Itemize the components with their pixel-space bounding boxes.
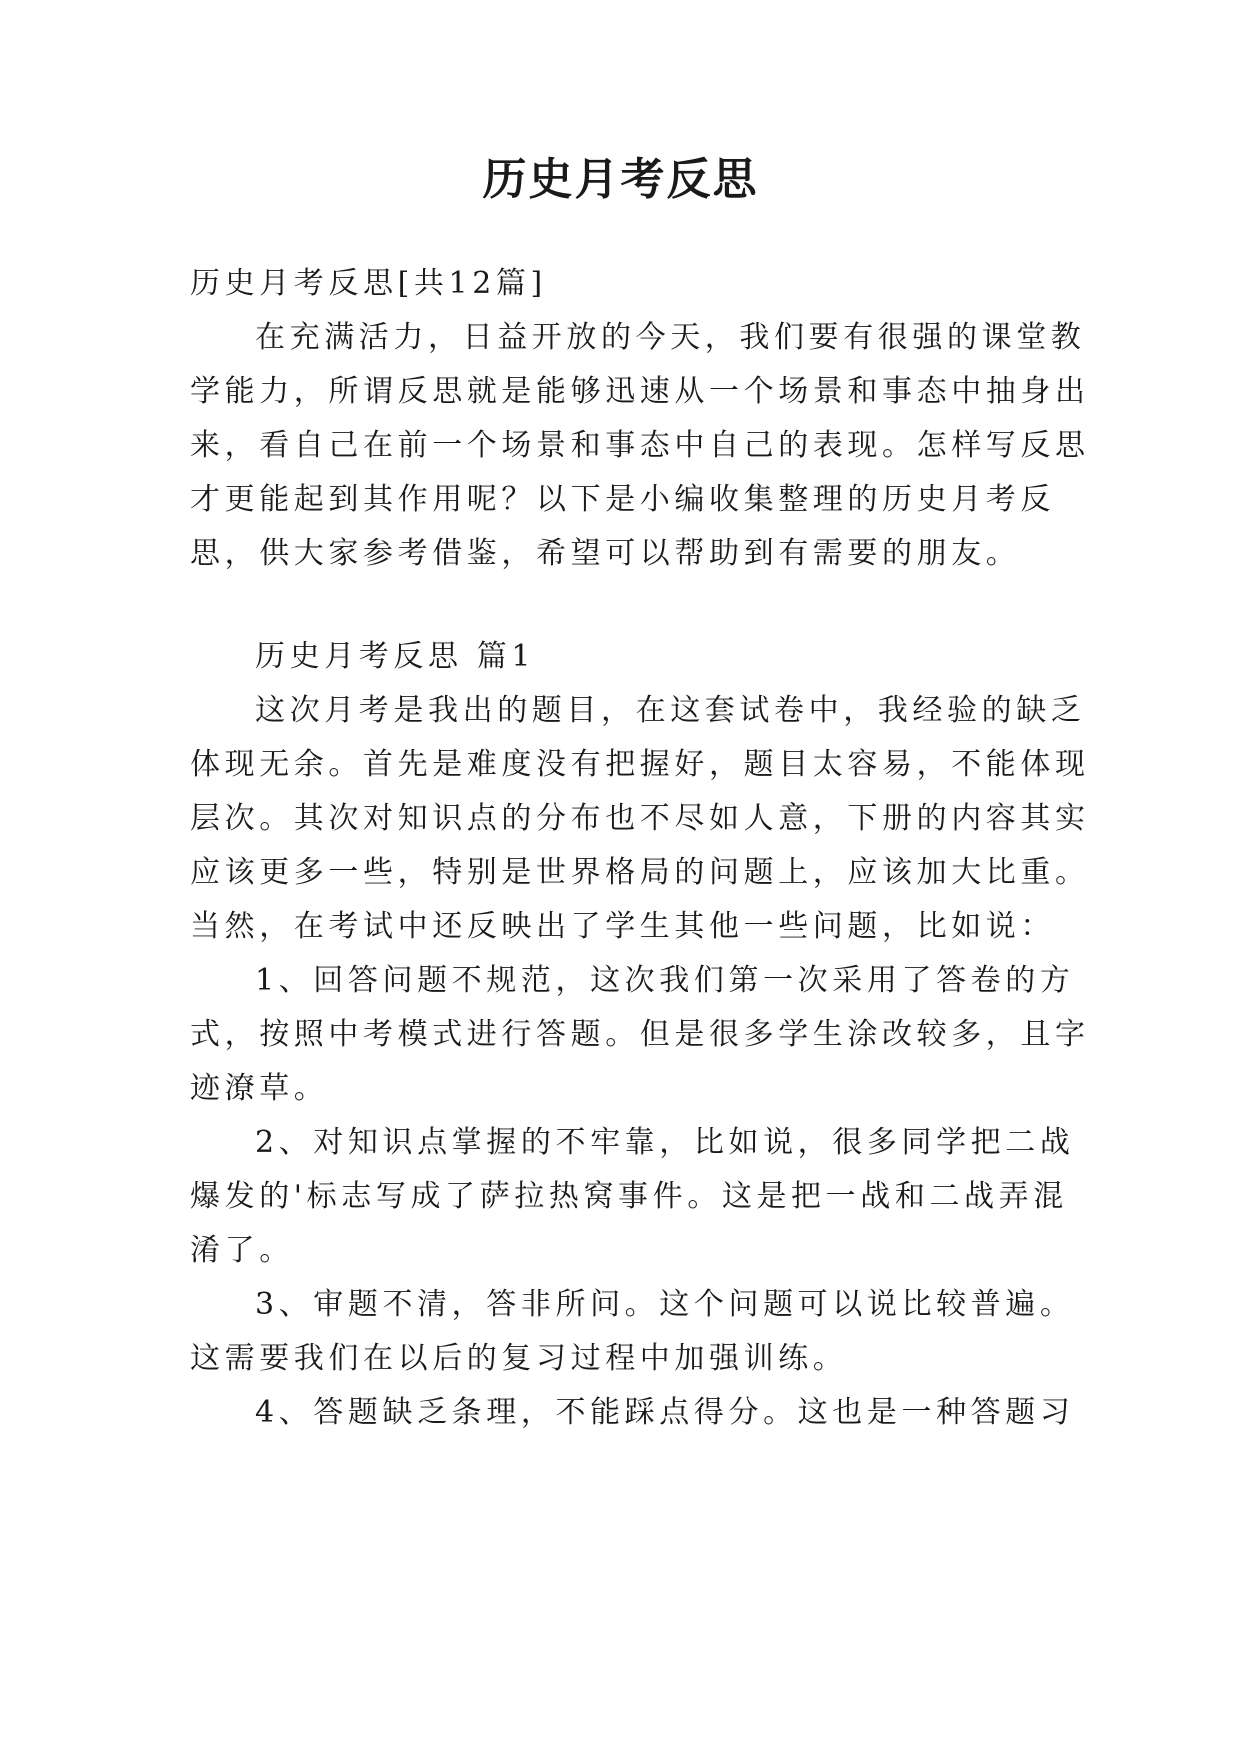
- point-3-line-1: 3、审题不清，答非所问。这个问题可以说比较普遍。: [255, 1287, 1075, 1322]
- document-subtitle: 历史月考反思[共12篇]: [190, 266, 547, 301]
- point-1-line-3: 迹潦草。: [190, 1071, 329, 1106]
- intro-line-5: 思，供大家参考借鉴，希望可以帮助到有需要的朋友。: [190, 536, 1021, 571]
- point-1-line-2: 式，按照中考模式进行答题。但是很多学生涂改较多，且字: [190, 1017, 1090, 1052]
- intro-line-2: 学能力，所谓反思就是能够迅速从一个场景和事态中抽身出: [190, 374, 1090, 409]
- section-heading-1: 历史月考反思 篇1: [255, 639, 536, 674]
- body-line-4: 应该更多一些，特别是世界格局的问题上，应该加大比重。: [190, 855, 1090, 890]
- intro-line-4: 才更能起到其作用呢？以下是小编收集整理的历史月考反: [190, 482, 1055, 517]
- document-title: 历史月考反思: [482, 154, 759, 205]
- point-2-line-2: 爆发的'标志写成了萨拉热窝事件。这是把一战和二战弄混: [190, 1179, 1068, 1214]
- intro-line-1: 在充满活力，日益开放的今天，我们要有很强的课堂教: [255, 320, 1086, 355]
- body-line-3: 层次。其次对知识点的分布也不尽如人意，下册的内容其实: [190, 801, 1090, 836]
- point-2-line-3: 淆了。: [190, 1233, 294, 1268]
- point-3-line-2: 这需要我们在以后的复习过程中加强训练。: [190, 1341, 848, 1376]
- intro-line-3: 来，看自己在前一个场景和事态中自己的表现。怎样写反思: [190, 428, 1090, 463]
- point-4-line-1: 4、答题缺乏条理，不能踩点得分。这也是一种答题习: [255, 1395, 1075, 1430]
- body-line-1: 这次月考是我出的题目，在这套试卷中，我经验的缺乏: [255, 693, 1086, 728]
- point-2-line-1: 2、对知识点掌握的不牢靠，比如说，很多同学把二战: [255, 1125, 1075, 1160]
- body-line-2: 体现无余。首先是难度没有把握好，题目太容易，不能体现: [190, 747, 1090, 782]
- body-line-5: 当然，在考试中还反映出了学生其他一些问题，比如说：: [190, 909, 1055, 944]
- point-1-line-1: 1、回答问题不规范，这次我们第一次采用了答卷的方: [255, 963, 1075, 998]
